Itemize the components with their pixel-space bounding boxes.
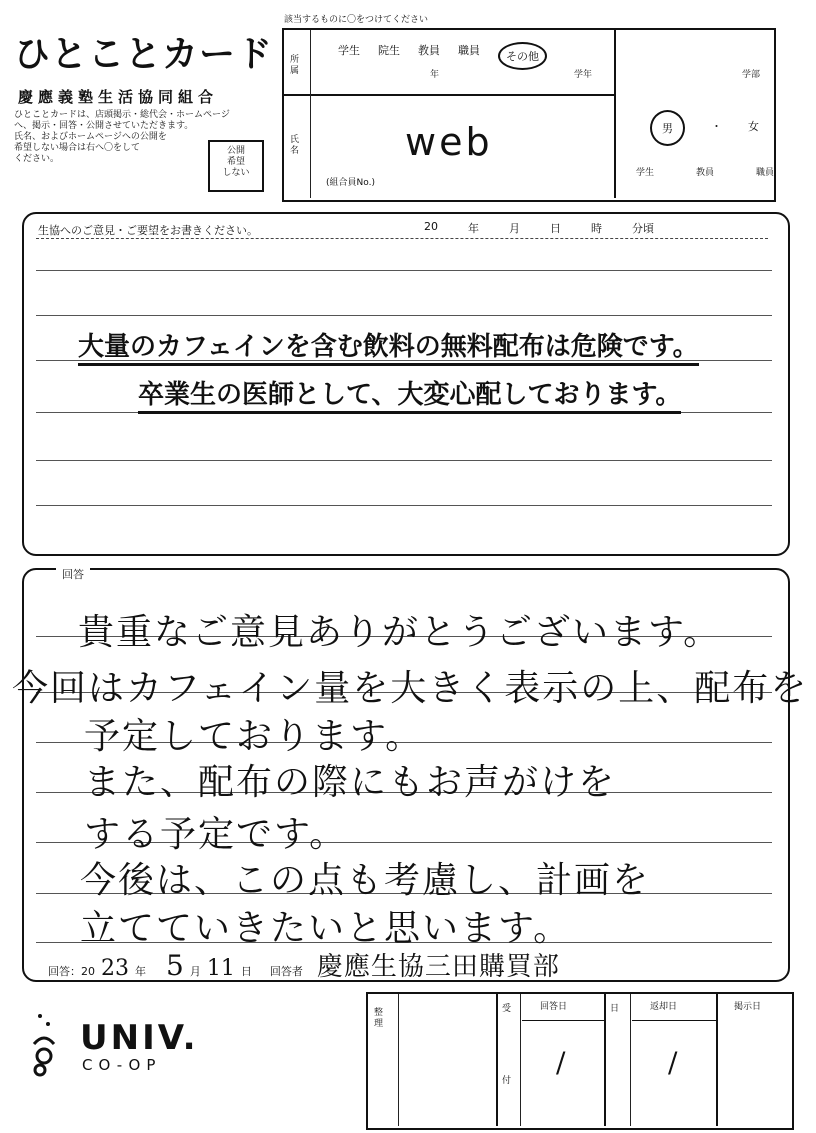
reply-line-7: 立てていきたいと思います。	[80, 908, 572, 949]
office-label-return-date: 返却日	[650, 1002, 678, 1012]
coop-logo-main: UNIV.	[80, 1018, 199, 1058]
office-label-uke: 受	[502, 1004, 512, 1014]
office-table	[366, 992, 794, 1130]
office-label-tsuke: 付	[502, 1076, 512, 1086]
consent-checkbox[interactable]: 公開 希望 しない	[208, 140, 264, 192]
office-label-reply-date: 回答日	[540, 1002, 568, 1012]
comment-line-2: 卒業生の医師として、大変心配しております。	[138, 374, 681, 411]
category-options	[338, 42, 547, 70]
category-grad[interactable]: 院生	[378, 44, 400, 57]
gender-options: 男 ・ 女	[650, 118, 759, 146]
reply-line-1: 貴重なご意見ありがとうございます。	[78, 612, 722, 653]
row-label-name: 氏名	[290, 135, 300, 156]
comment-prompt: 生協へのご意見・ご要望をお書きください。	[38, 224, 258, 237]
category-student[interactable]: 学生	[338, 44, 360, 57]
gender-male[interactable]: 男	[650, 110, 685, 146]
reply-line-5: する予定です。	[84, 814, 348, 855]
reply-label: 回答	[56, 566, 90, 582]
intro-text: ひとことカードは、店頭掲示・総代会・ホームページ へ、掲示・回答・公開させていただきます。 氏名、およびホームページへの公開を 希望しない場合は右へ〇をして ください。	[14, 110, 230, 164]
category-faculty[interactable]: 教員	[418, 44, 440, 57]
office-label-sort: 整理	[374, 1008, 384, 1029]
category-staff[interactable]: 職員	[458, 44, 480, 57]
right-labels: 学生 教員 職員	[636, 168, 775, 178]
category-other[interactable]: その他	[498, 42, 547, 70]
card-title: ひとことカード	[14, 34, 274, 75]
coop-logo-icon	[26, 1010, 60, 1080]
responder-value: 慶應生協三田購買部	[316, 952, 560, 982]
office-receipt-value: /	[556, 1046, 566, 1079]
grade-label: 学年	[574, 70, 593, 80]
reply-date-row: 回答：20 23 年 5 月 11 日 回答者 慶應生協三田購買部	[48, 946, 560, 983]
comment-date-fields: 20 年 月 日 時 分頃	[424, 220, 654, 235]
office-reply-value: /	[668, 1046, 678, 1079]
reply-line-2: 今回はカフェイン量を大きく表示の上、配布を	[12, 668, 809, 709]
row-label-affiliation: 所属	[290, 55, 300, 76]
comment-line-1: 大量のカフェインを含む飲料の無料配布は危険です。	[78, 326, 699, 363]
course-label: 学部	[742, 70, 761, 80]
member-id-label: (組合員No.)	[326, 178, 375, 188]
name-value: web	[405, 120, 493, 164]
org-name: 慶應義塾生活協同組合	[18, 88, 219, 106]
year-label: 年	[430, 70, 440, 80]
office-label-hi: 日	[610, 1004, 620, 1014]
office-label-post-date: 掲示日	[734, 1002, 762, 1012]
reply-line-3: 予定しております。	[84, 716, 424, 757]
info-top-note: 該当するものに〇をつけてください	[284, 15, 429, 25]
coop-logo-sub: CO-OP	[82, 1056, 162, 1074]
gender-female[interactable]: 女	[748, 120, 759, 133]
reply-line-4: また、配布の際にもお声がけを	[84, 762, 617, 803]
reply-line-6: 今後は、この点も考慮し、計画を	[80, 860, 651, 901]
